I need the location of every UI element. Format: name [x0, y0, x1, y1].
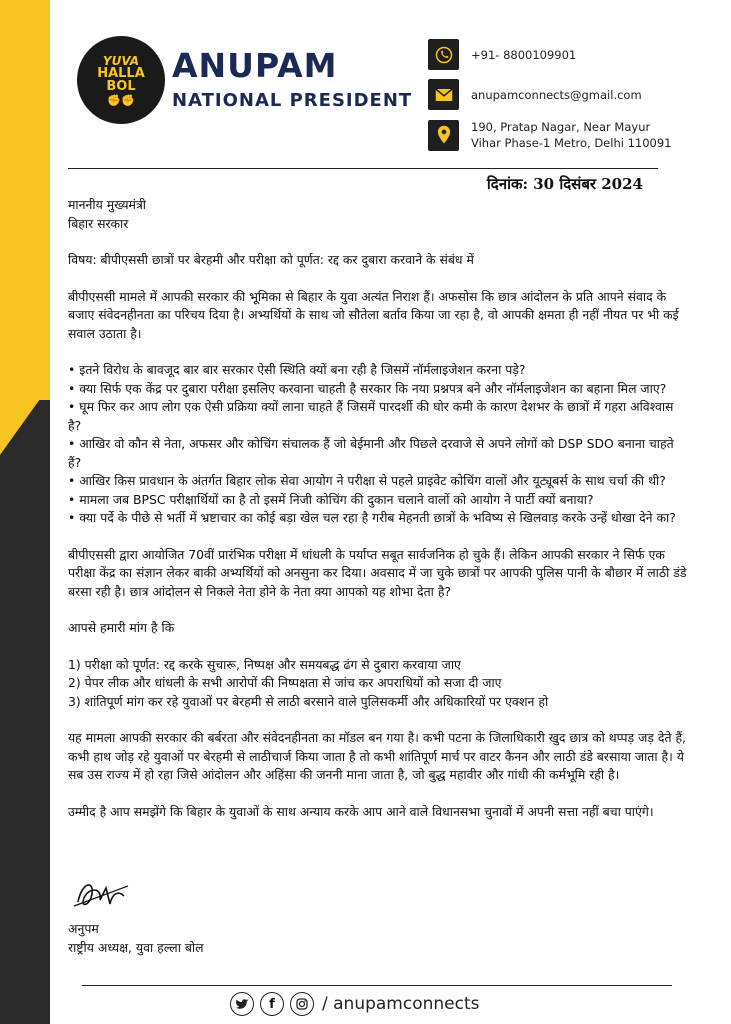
demand-item: 1) परीक्षा को पूर्णत: रद्द करके सुचारू, निष्पक्ष और समयबद्ध ढंग से दुबारा करवाया जाए — [68, 656, 461, 672]
bullet-item: • क्या पर्दे के पीछे से भर्ती में भ्रष्टाचार का कोई बड़ा खेल चल रहा है गरीब मेहनती छात्रों के भविष्य से खिलवाड़ करके उन्हें धोखा देने का? — [68, 510, 676, 525]
spacer — [68, 785, 688, 803]
left-dark-band — [0, 400, 50, 1024]
recipient-line-2: बिहार सरकार — [68, 215, 129, 231]
letter-date: दिनांक: 30 दिसंबर 2024 — [486, 175, 643, 193]
phone-number: +91- 8800109901 — [471, 47, 577, 62]
paragraph-brutality: यह मामला आपकी सरकार की बर्बरता और संवेदनहीनता का मॉडल बन गया है। कभी पटना के जिलाधिकारी खुद छात्र को थप्पड़ जड़ देते हैं, कभी हाथ जोड़ रहे युवाओं पर बेरहमी से लाठीचार्ज किया जाता है तो कभी शांतिपूर्ण मार्च पर वाटर कैनन और लाठी डंडे बरसाया जाता है। ये सब उस राज्य में हो रहा जिसे आंदोलन और अहिंसा की जननी माना जाता है, जो बुद्ध महावीर और गांधी की कर्मभूमि रही है। — [68, 730, 686, 782]
twitter-icon[interactable] — [230, 992, 254, 1016]
bullet-item: • इतने विरोध के बावजूद बार बार सरकार ऐसी स्थिति क्यों बना रही है जिसमें नॉर्मलाइजेशन करना पड़े? — [68, 362, 526, 377]
demand-item: 3) शांतिपूर्ण मांग कर रहे युवाओं पर बेरहमी से लाठी बरसाने वाले पुलिसकर्मी और अधिकारियों पर एक्शन हो — [68, 693, 549, 709]
address-line-2: Vihar Phase-1 Metro, Delhi 110091 — [471, 136, 672, 150]
yuva-halla-bol-logo — [77, 36, 165, 124]
social-handle[interactable]: / anupamconnects — [322, 994, 480, 1014]
facebook-icon[interactable]: f — [260, 992, 284, 1016]
address-line-1: 190, Pratap Nagar, Near Mayur — [471, 120, 651, 134]
logo-text-halla: HALLA — [97, 65, 145, 81]
letter-body — [68, 196, 688, 821]
subject-line: विषय: बीपीएससी छात्रों पर बेरहमी और परीक्षा को पूर्णत: रद्द कर दुबारा करवाने के संबंध में — [68, 252, 474, 267]
spacer — [68, 233, 688, 251]
letterhead-title: NATIONAL PRESIDENT — [172, 90, 413, 111]
bullet-item: • आखिर वो कौन से नेता, अफसर और कोचिंग संचालक हैं जो बेईमानी और पिछले दरवाजे से अपने लोगों को DSP SDO बनाना चाहते हैं? — [68, 436, 674, 470]
bullet-item: • घूम फिर कर आप लोग एक ऐसी प्रक्रिया क्यों लाना चाहते हैं जिसमें पारदर्शी की घोर कमी के कारण देशभर के छात्रों में गहरा अविश्वास है? — [68, 399, 674, 433]
paragraph-intro: बीपीएससी मामले में आपकी सरकार की भूमिका से बिहार के युवा अत्यंत निराश हैं। अफसोस कि छात्र आंदोलन के प्रति आपने संवाद के बजाए संवेदनहीनता का परिचय दिया है। अभ्यर्थियों के साथ जो सौतेला बर्ताव किया जा रहा है, वो आपकी क्षमता ही नहीं नीयत पर भी कई सवाल उठाता है। — [68, 288, 679, 341]
social-footer — [230, 992, 480, 1016]
paragraph-evidence: बीपीएससी द्वारा आयोजित 70वीं प्रारंभिक परीक्षा में धांधली के पर्याप्त सबूत सार्वजनिक हो चुके हैं। लेकिन आपकी सरकार ने सिर्फ एक परीक्षा केंद्र का संज्ञान लेकर बाकी अभ्यर्थियों को अनसुना कर दिया। अवसाद में जा चुके छात्रों पर आपकी पुलिस पानी के बौछार में लाठी डंडे बरसा रही है। छात्र आंदोलन से निकले नेता होने के नेता क्या आपको यह शोभा देता है? — [68, 546, 687, 599]
location-pin-icon — [428, 120, 459, 151]
email-address: anupamconnects@gmail.com — [471, 87, 642, 102]
postal-address — [471, 119, 671, 151]
demand-item: 2) पेपर लीक और धांधली के सभी आरोपों की निष्पक्षता से जांच कर अपराधियों को सजा दी जाए — [68, 675, 502, 690]
contact-email — [428, 79, 642, 110]
letterhead-name: ANUPAM — [172, 46, 338, 85]
signer-designation: राष्ट्रीय अध्यक्ष, युवा हल्ला बोल — [68, 939, 204, 955]
footer-divider — [82, 985, 672, 986]
left-band-diagonal — [0, 385, 50, 455]
recipient-line-1: माननीय मुख्यमंत्री — [68, 197, 147, 212]
logo-text-bol: BOL — [106, 78, 136, 94]
paragraph-closing: उम्मीद है आप समझेंगे कि बिहार के युवाओं के साथ अन्याय करके आप आने वाले विधानसभा चुनावों में अपनी सत्ता नहीं बचा पाएंगे। — [68, 803, 654, 819]
signer-block — [68, 920, 204, 957]
spacer — [68, 711, 688, 729]
spacer — [68, 528, 688, 546]
spacer — [68, 601, 688, 619]
bullet-item: • क्या सिर्फ एक केंद्र पर दुबारा परीक्षा इसलिए करवाना चाहती है सरकार कि नया प्रश्नपत्र बने और नॉर्मलाइजेशन का बहाना मिल जाए? — [68, 380, 667, 396]
spacer — [68, 343, 688, 361]
bullet-item: • मामला जब BPSC परीक्षार्थियों का है तो इसमें निजी कोचिंग की दुकान चलाने वालों को आयोग ने पार्टी क्यों बनाया? — [68, 491, 594, 507]
bullet-item: • आखिर किस प्रावधान के अंतर्गत बिहार लोक सेवा आयोग ने परीक्षा से पहले प्राइवेट कोचिंग वालों और यूट्यूबर्स के साथ चर्चा की थी? — [68, 473, 666, 488]
header-divider — [68, 168, 658, 169]
logo-text-yuva: YUVA — [102, 53, 140, 68]
contact-phone — [428, 39, 576, 70]
spacer — [68, 270, 688, 288]
handwritten-signature — [72, 874, 132, 918]
instagram-icon[interactable] — [290, 992, 314, 1016]
raised-fist-icon: ✊✊ — [107, 93, 135, 107]
email-icon — [428, 79, 459, 110]
contact-address — [428, 119, 671, 151]
spacer — [68, 638, 688, 656]
demands-intro: आपसे हमारी मांग है कि — [68, 620, 175, 635]
phone-icon — [428, 39, 459, 70]
signer-name: अनुपम — [68, 921, 99, 936]
